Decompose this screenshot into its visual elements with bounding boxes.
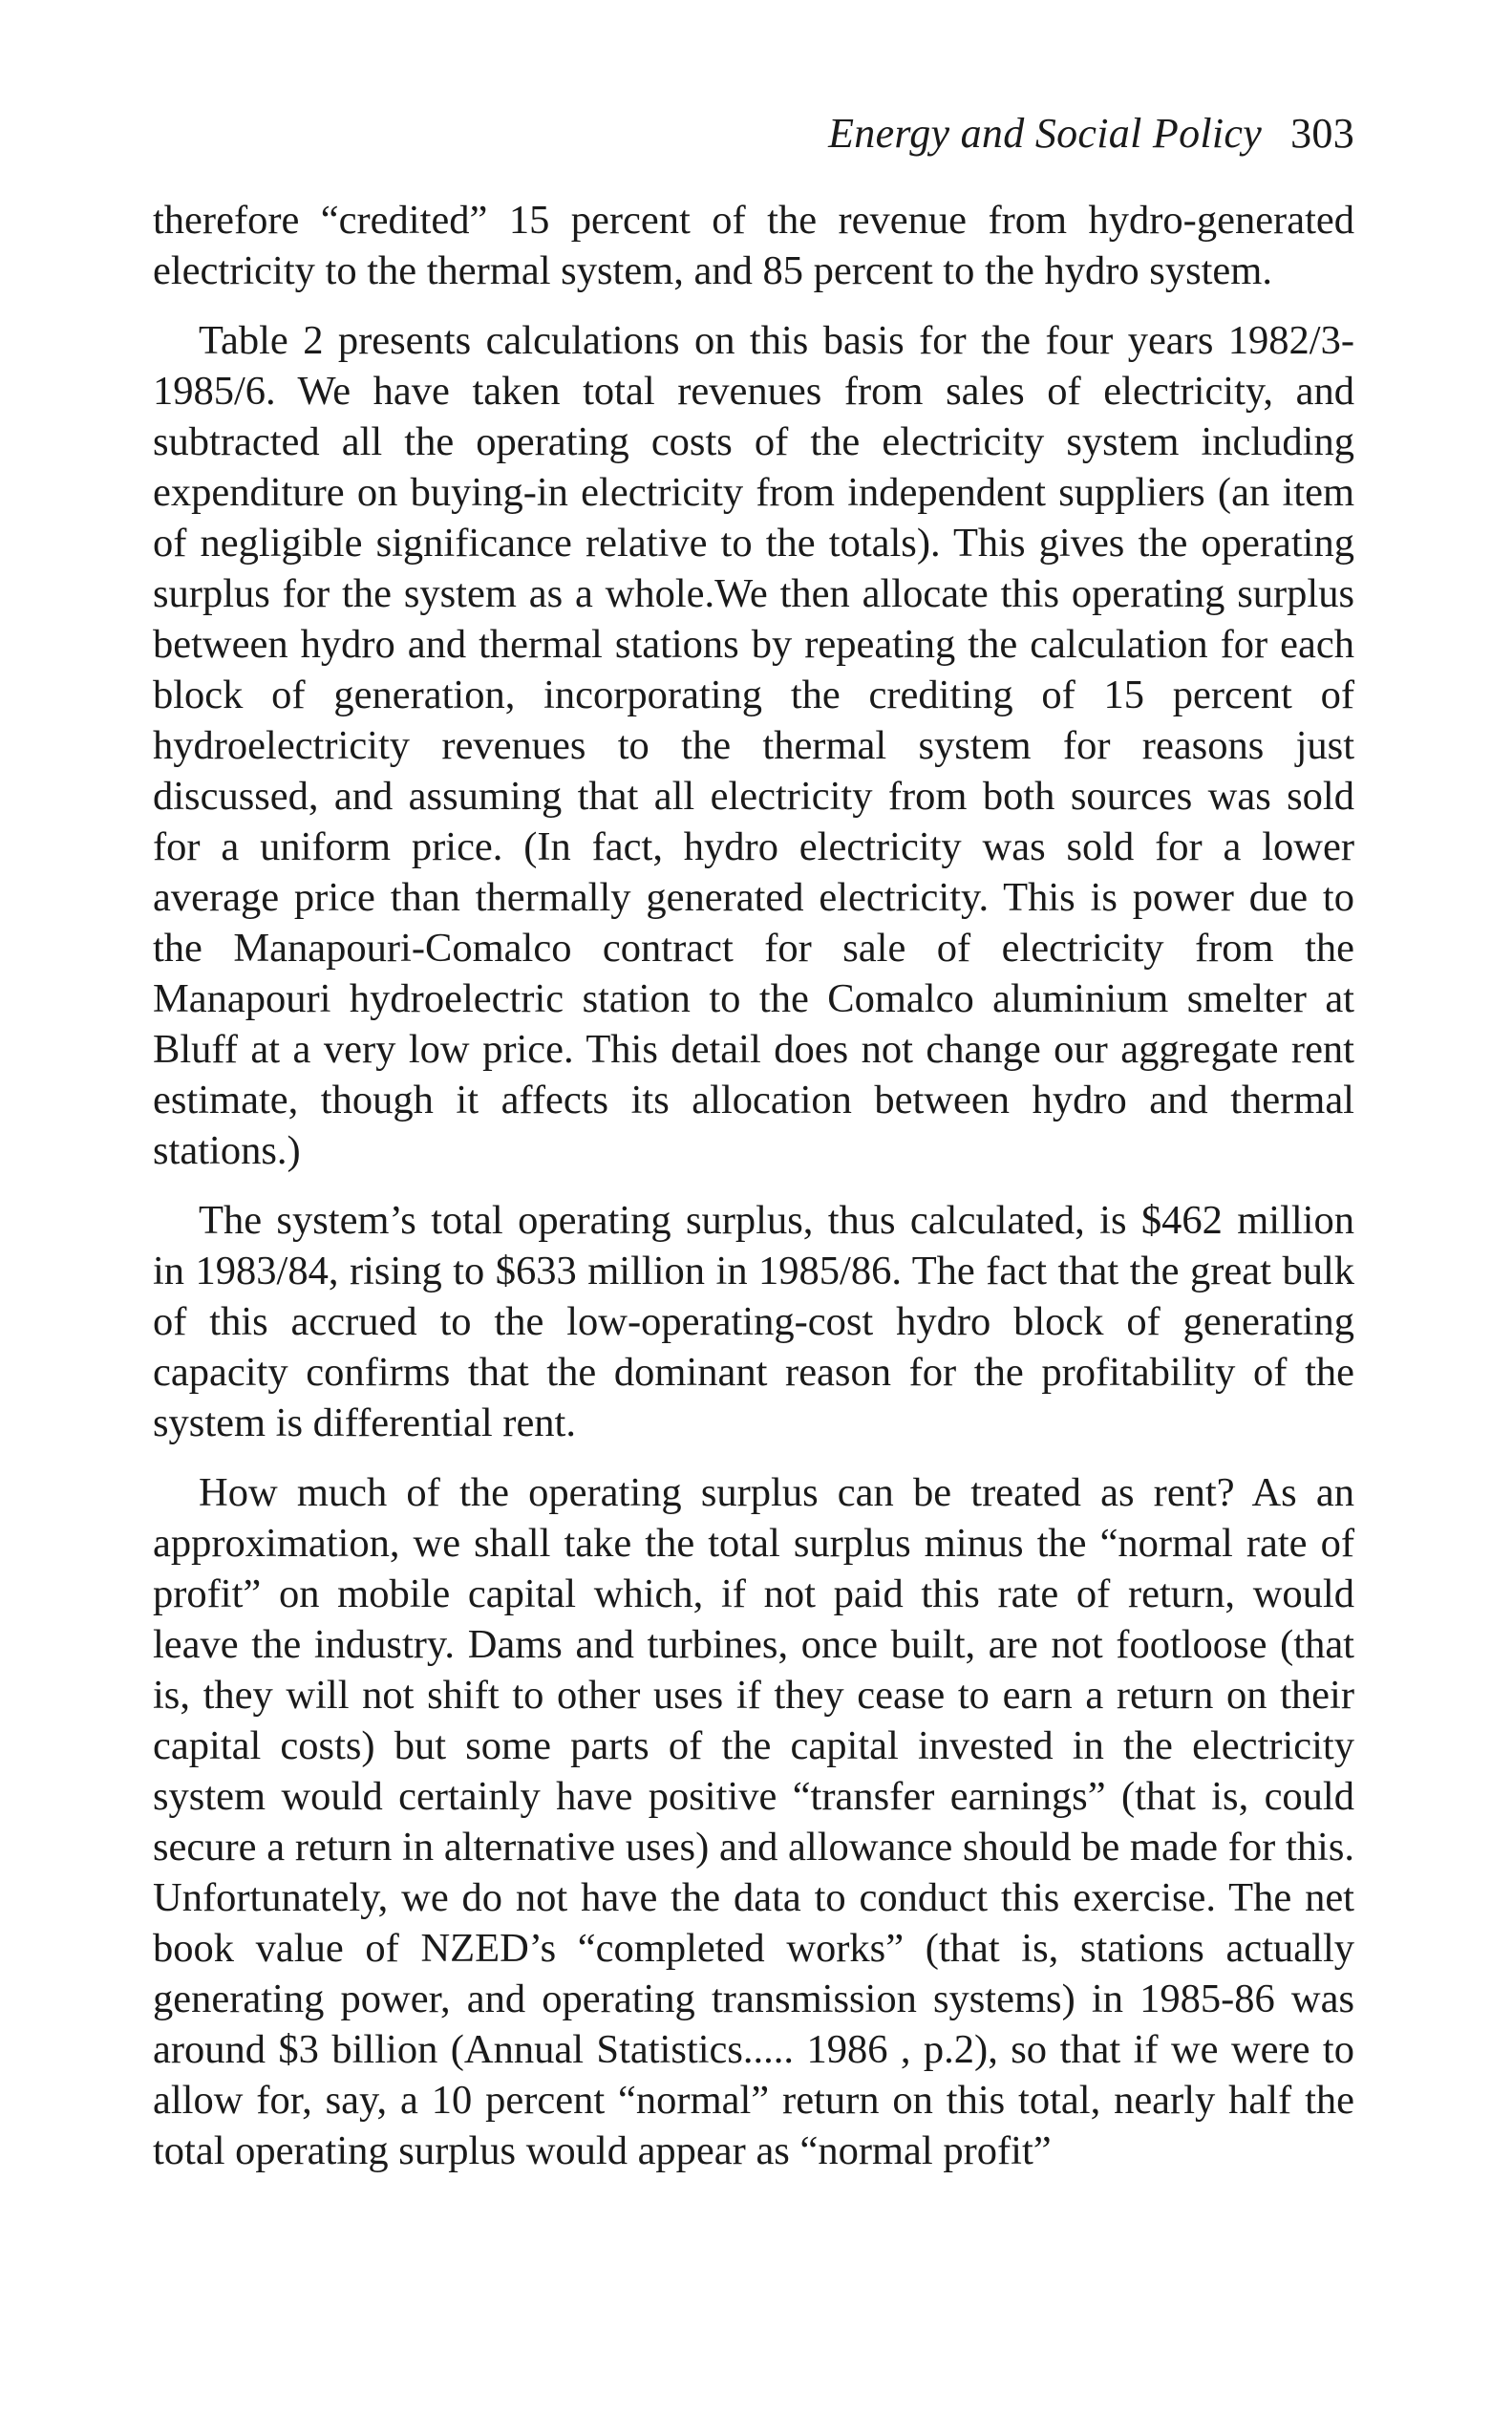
paragraph-rent-estimate: How much of the operating surplus can be treated as rent? As an approximation, we shall take the total surplus minus the “normal rate of profit” on mobile capital which, if not paid this rate of return, would leave the industry. Dams and turbines, once built, are not footloose (that is, they will not shift to other uses if they cease to earn a return on their capital costs) but some parts of the capital invested in the electricity system would certainly have positive “transfer earnings” (that is, could secure a return in alternative uses) and allowance should be made for this. Unfortunately, we do not have the data to conduct this exercise. The net book value of NZED’s “completed works” (that is, stations actually generating power, and operating transmission systems) in 1985-86 was around $3 billion (Annual Statistics..... 1986 , p.2), so that if we were to allow for, say, a 10 percent “normal” return on this total, nearly half the total operating surplus would appear as “normal profit”	[153, 1470, 1354, 2173]
body-text	[153, 195, 1354, 2195]
paragraph-table-2-calculations: Table 2 presents calculations on this basis for the four years 1982/3-1985/6. We have taken total revenues from sales of electricity, and subtracted all the operating costs of the electricity system including expenditure on buying-in electricity from independent suppliers (an item of negligible significance relative to the totals). This gives the operating surplus for the system as a whole.We then allocate this operating surplus between hydro and thermal stations by repeating the calculation for each block of generation, incorporating the crediting of 15 percent of hydroelectricity revenues to the thermal system for reasons just discussed, and assuming that all electricity from both sources was sold for a uniform price. (In fact, hydro electricity was sold for a lower average price than thermally generated electricity. This is power due to the Manapouri-Comalco contract for sale of electricity from the Manapouri hydroelectric station to the Comalco aluminium smelter at Bluff at a very low price. This detail does not change our aggregate rent estimate, though it affects its allocation between hydro and thermal stations.)	[153, 318, 1354, 1173]
paragraph-operating-surplus: The system’s total operating surplus, thus calculated, is $462 million in 1983/84, rising to $633 million in 1985/86. The fact that the great bulk of this accrued to the low-operating-cost hydro block of generating capacity confirms that the dominant reason for the profitability of the system is differential rent.	[153, 1198, 1354, 1445]
page-number: 303	[1290, 110, 1354, 157]
running-head	[153, 107, 1354, 160]
running-title: Energy and Social Policy	[828, 110, 1263, 157]
paragraph-continued: therefore “credited” 15 percent of the revenue from hydro-generated electricity to the thermal system, and 85 percent to the hydro system.	[153, 198, 1354, 293]
